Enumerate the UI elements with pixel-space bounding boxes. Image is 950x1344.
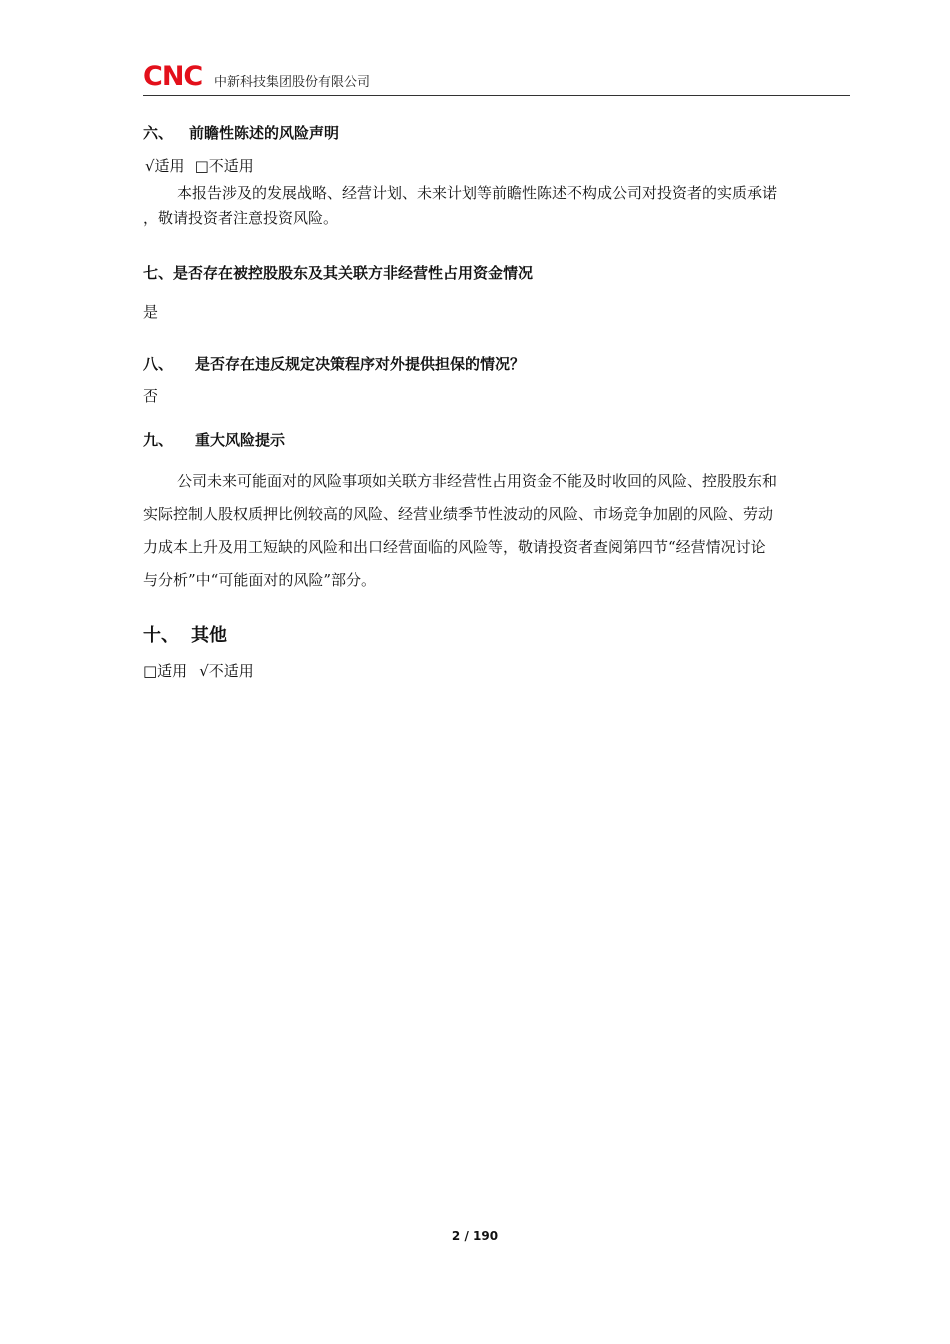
paragraph-line: 公司未来可能面对的风险事项如关联方非经营性占用资金不能及时收回的风险、控股股东和 bbox=[177, 472, 778, 490]
section-8-number: 八、 bbox=[143, 355, 174, 373]
paragraph-line: ，敬请投资者注意投资风险。 bbox=[143, 209, 339, 227]
section-10-applicable-option: □适用 bbox=[143, 662, 188, 680]
section-7-answer: 是 bbox=[143, 303, 159, 321]
page-header bbox=[143, 62, 850, 96]
paragraph-line: 力成本上升及用工短缺的风险和出口经营面临的风险等，敬请投资者查阅第四节“经营情况讨论 bbox=[143, 538, 766, 556]
paragraph-line: 本报告涉及的发展战略、经营计划、未来计划等前瞻性陈述不构成公司对投资者的实质承诺 bbox=[177, 184, 778, 202]
section-7-heading: 七、是否存在被控股股东及其关联方非经营性占用资金情况 bbox=[143, 264, 534, 282]
section-8-answer: 否 bbox=[143, 387, 159, 405]
section-10-title: 其他 bbox=[191, 625, 227, 646]
section-6-applicable-option: √适用 bbox=[145, 157, 185, 175]
section-9-title: 重大风险提示 bbox=[195, 431, 286, 449]
section-6-not-applicable-option: □不适用 bbox=[194, 157, 254, 175]
section-10-number: 十、 bbox=[143, 625, 179, 646]
section-8-title: 是否存在违反规定决策程序对外提供担保的情况？ bbox=[195, 355, 526, 373]
section-6-title: 前瞻性陈述的风险声明 bbox=[189, 124, 340, 142]
section-6-options bbox=[143, 156, 850, 176]
section-6-heading bbox=[143, 123, 850, 143]
paragraph-line: 与分析”中“可能面对的风险”部分。 bbox=[143, 571, 377, 589]
section-9-paragraph bbox=[143, 465, 850, 597]
section-6-paragraph bbox=[143, 177, 850, 230]
page-number: 2 / 190 bbox=[451, 1229, 499, 1243]
paragraph-line: 实际控制人股权质押比例较高的风险、经营业绩季节性波动的风险、市场竞争加剧的风险、劳动 bbox=[143, 505, 774, 523]
section-9-number: 九、 bbox=[143, 431, 174, 449]
section-8-heading bbox=[143, 354, 850, 374]
section-10-options bbox=[143, 661, 850, 681]
company-name: 中新科技集团股份有限公司 bbox=[214, 75, 371, 90]
header-divider bbox=[143, 95, 850, 96]
section-9-heading bbox=[143, 430, 850, 450]
section-10-not-applicable-option: √不适用 bbox=[199, 662, 254, 680]
section-10-heading bbox=[143, 624, 850, 648]
section-6-number: 六、 bbox=[143, 124, 174, 142]
company-logo: CNC bbox=[143, 61, 203, 92]
